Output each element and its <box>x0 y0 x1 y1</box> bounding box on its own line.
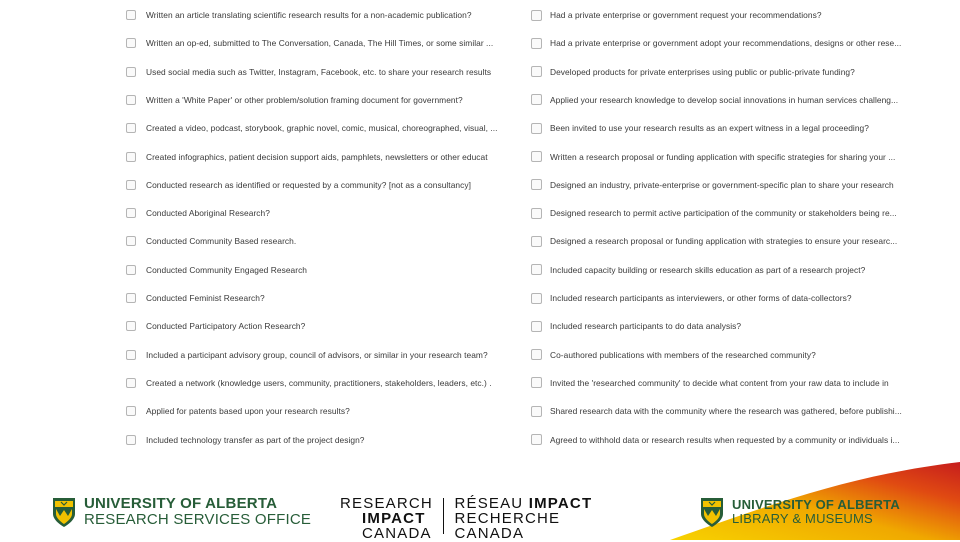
rich-fr-line2: RECHERCHE <box>454 510 561 527</box>
checkbox-icon[interactable] <box>126 236 136 246</box>
checklist-item-label: Co-authored publications with members of the researched community? <box>550 349 816 360</box>
checklist-item-label: Applied your research knowledge to develop social innovations in human services challeng... <box>550 94 899 105</box>
checklist-row[interactable] <box>531 147 941 167</box>
checkbox-icon[interactable] <box>126 265 136 275</box>
checkbox-icon[interactable] <box>531 434 542 445</box>
checkbox-icon[interactable] <box>126 208 136 218</box>
checklist-item-label: Used social media such as Twitter, Instagram, Facebook, etc. to share your research results <box>146 66 492 77</box>
ua-unit-text: LIBRARY & MUSEUMS <box>732 511 873 526</box>
ua-name-text: UNIVERSITY OF ALBERTA <box>84 495 278 513</box>
checkbox-icon[interactable] <box>126 406 136 416</box>
checklist-item-label: Included research participants to do data analysis? <box>550 321 742 332</box>
checklist-row[interactable] <box>531 203 941 223</box>
checkbox-icon[interactable] <box>126 10 136 20</box>
ua-crest-icon <box>52 496 76 528</box>
checklist-item-label: Invited the 'researched community' to decide what content from your raw data to include in <box>550 377 889 388</box>
checklist-row[interactable] <box>126 147 526 167</box>
checklist-row[interactable] <box>126 430 526 450</box>
checkbox-icon[interactable] <box>531 321 542 332</box>
rich-fr-line1a: RÉSEAU <box>454 495 529 512</box>
checklist-row[interactable] <box>126 231 526 251</box>
checklist-item-label: Shared research data with the community where the research was gathered, before publishi... <box>550 406 902 417</box>
rich-en-line3: CANADA <box>362 525 432 542</box>
checkbox-icon[interactable] <box>531 123 542 134</box>
checkbox-icon[interactable] <box>531 151 542 162</box>
checkbox-icon[interactable] <box>126 378 136 388</box>
checklist-row[interactable] <box>126 33 526 53</box>
rich-fr-line3: CANADA <box>454 525 525 542</box>
checklist-item-label: Had a private enterprise or government adopt your recommendations, designs or other rese... <box>550 38 902 49</box>
checklist-row[interactable] <box>126 288 526 308</box>
checkbox-icon[interactable] <box>531 10 542 21</box>
checklist-item-label: Designed an industry, private-enterprise or government-specific plan to share your research <box>550 179 894 190</box>
research-impact-canada-logo <box>340 496 592 541</box>
checkbox-icon[interactable] <box>531 236 542 247</box>
checkbox-icon[interactable] <box>126 67 136 77</box>
checklist-item-label: Applied for patents based upon your research results? <box>146 406 350 417</box>
checkbox-icon[interactable] <box>126 38 136 48</box>
checklist-item-label: Included research participants as interviewers, or other forms of data-collectors? <box>550 293 852 303</box>
checklist-row[interactable] <box>531 288 941 308</box>
checklist-row[interactable] <box>531 260 941 280</box>
checkbox-icon[interactable] <box>126 95 136 105</box>
checklist-row[interactable] <box>531 316 941 336</box>
checklist-row[interactable] <box>531 118 941 138</box>
checkbox-icon[interactable] <box>531 38 542 49</box>
checklist-row[interactable] <box>531 345 941 365</box>
checklist-item-label: Been invited to use your research results as an expert witness in a legal proceeding? <box>550 123 869 134</box>
checklist-row[interactable] <box>126 345 526 365</box>
footer <box>0 460 960 540</box>
rich-english-wordmark <box>340 496 433 541</box>
checklist-row[interactable] <box>531 5 941 25</box>
checklist-item-label: Created a video, podcast, storybook, graphic novel, comic, musical, choreographed, visual, ... <box>146 123 498 134</box>
checkbox-icon[interactable] <box>531 293 542 304</box>
checklist-item-label: Designed research to permit active participation of the community or stakeholders being re... <box>550 208 897 219</box>
checklist-row[interactable] <box>126 118 526 138</box>
checklist-item-label: Conducted research as identified or requested by a community? [not as a consultancy] <box>146 179 471 190</box>
checklist-item-label: Designed a research proposal or funding application with strategies to ensure your researc... <box>550 236 898 247</box>
checklist-row[interactable] <box>126 373 526 393</box>
checkbox-icon[interactable] <box>531 179 542 190</box>
checklist-item-label: Included technology transfer as part of the project design? <box>146 434 365 445</box>
checkbox-icon[interactable] <box>531 264 542 275</box>
checklist-item-label: Written a 'White Paper' or other problem/solution framing document for government? <box>146 94 463 105</box>
checkbox-icon[interactable] <box>531 66 542 77</box>
checkbox-icon[interactable] <box>531 94 542 105</box>
checkbox-icon[interactable] <box>126 350 136 360</box>
ua-crest-icon <box>700 496 724 528</box>
checklist-row[interactable] <box>126 5 526 25</box>
checklist-item-label: Written a research proposal or funding application with specific strategies for sharing your ... <box>550 151 896 162</box>
checklist-item-label: Written an op-ed, submitted to The Conversation, Canada, The Hill Times, or some similar ... <box>146 38 494 49</box>
checklist-row[interactable] <box>531 33 941 53</box>
checklist-row[interactable] <box>126 175 526 195</box>
rich-fr-line1 <box>454 496 592 511</box>
checklist-item-label: Conducted Community Engaged Research <box>146 264 308 275</box>
checklist-row[interactable] <box>531 430 941 450</box>
checkbox-icon[interactable] <box>531 208 542 219</box>
rich-french-wordmark <box>454 496 592 541</box>
checklist-row[interactable] <box>531 175 941 195</box>
checklist-item-label: Conducted Feminist Research? <box>146 293 265 303</box>
checklist-item-label: Agreed to withhold data or research results when requested by a community or individuals i... <box>550 434 900 445</box>
checklist-item-label: Created infographics, patient decision support aids, pamphlets, newsletters or other educat <box>146 151 488 162</box>
rich-en-line2: IMPACT <box>362 510 426 527</box>
ua-research-services-logo <box>52 496 311 528</box>
checklist-item-label: Conducted Community Based research. <box>146 236 297 247</box>
checkbox-icon[interactable] <box>126 293 136 303</box>
checkbox-icon[interactable] <box>531 406 542 417</box>
checklist-item-label: Had a private enterprise or government request your recommendations? <box>550 10 822 20</box>
checkbox-icon[interactable] <box>531 377 542 388</box>
checkbox-icon[interactable] <box>126 435 136 445</box>
checklist-row[interactable] <box>126 401 526 421</box>
checkbox-icon[interactable] <box>531 349 542 360</box>
checkbox-icon[interactable] <box>126 180 136 190</box>
checkbox-icon[interactable] <box>126 321 136 331</box>
checklist-row[interactable] <box>126 62 526 82</box>
checklist-row[interactable] <box>531 62 941 82</box>
checklist-row[interactable] <box>531 373 941 393</box>
rich-fr-line1b: IMPACT <box>528 495 593 512</box>
rich-en-line1: RESEARCH <box>340 495 433 512</box>
checklist-row[interactable] <box>531 401 941 421</box>
rich-divider <box>443 498 445 534</box>
checklist-item-label: Developed products for private enterprises using public or public-private funding? <box>550 66 855 77</box>
checklist-item-label: Conducted Participatory Action Research? <box>146 321 306 332</box>
checklist-row[interactable] <box>531 90 941 110</box>
checkbox-icon[interactable] <box>126 123 136 133</box>
checklist-item-label: Included capacity building or research skills education as part of a research project? <box>550 264 866 275</box>
checklist-item-label: Created a network (knowledge users, community, practitioners, stakeholders, leaders, etc.) . <box>146 377 492 388</box>
ua-name-text: UNIVERSITY OF ALBERTA <box>732 497 900 513</box>
checkbox-icon[interactable] <box>126 152 136 162</box>
checklist-item-label: Conducted Aboriginal Research? <box>146 208 270 219</box>
checklist-row[interactable] <box>126 90 526 110</box>
ua-library-museums-logo <box>700 496 900 528</box>
ua-unit-text: RESEARCH SERVICES OFFICE <box>84 511 312 528</box>
checklist-row[interactable] <box>126 203 526 223</box>
checklist-row[interactable] <box>531 231 941 251</box>
checklist-row[interactable] <box>126 316 526 336</box>
checklist-item-label: Written an article translating scientific research results for a non-academic publication? <box>146 10 472 20</box>
checklist-row[interactable] <box>126 260 526 280</box>
checklist-item-label: Included a participant advisory group, council of advisors, or similar in your research team? <box>146 349 488 360</box>
